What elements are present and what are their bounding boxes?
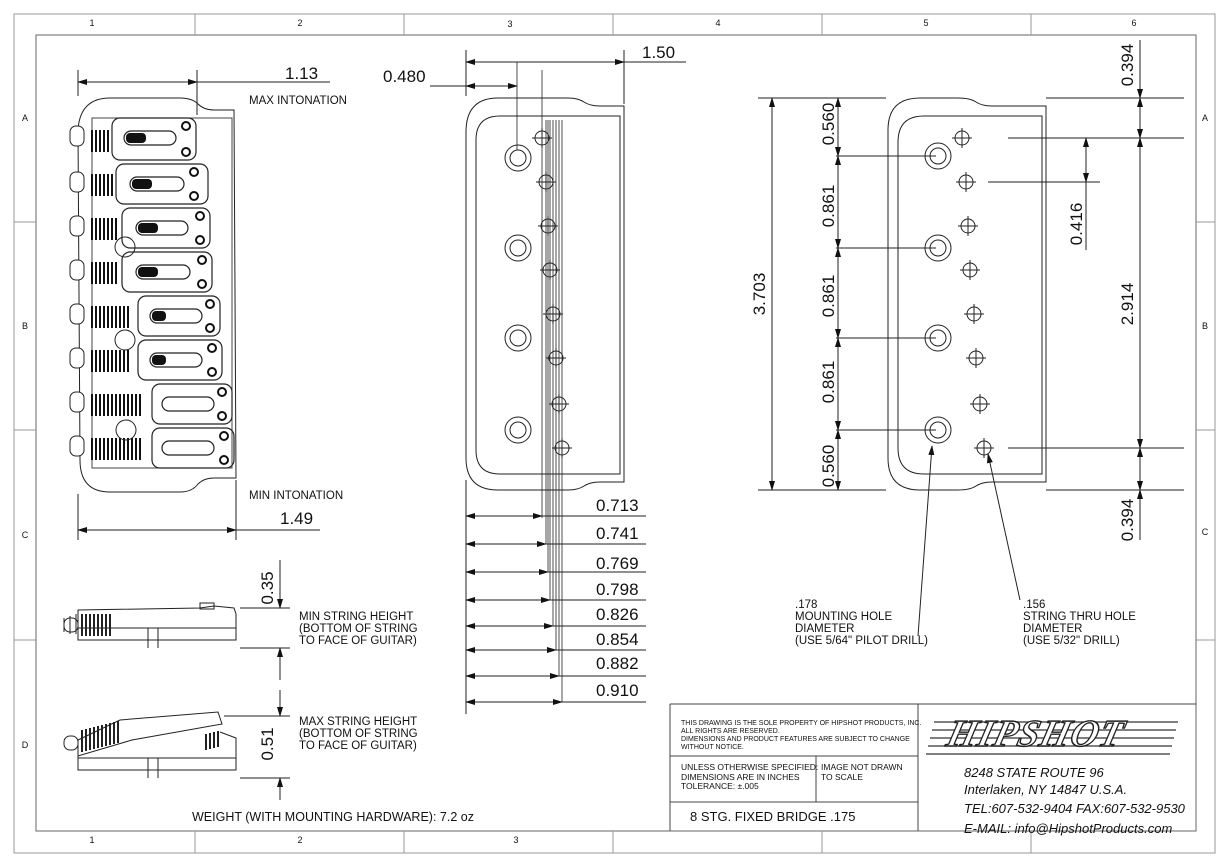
scale-note: IMAGE NOT DRAWN TO SCALE <box>821 762 903 782</box>
dim-overall-length: 3.703 <box>750 272 769 316</box>
label-max-string-height: MAX STRING HEIGHT (BOTTOM OF STRING TO FACE OF GUITAR) <box>299 716 418 752</box>
dim-top-edge: 0.394 <box>1118 43 1137 87</box>
zone-col-1-bottom: 1 <box>89 835 95 845</box>
bridge-bottom-view-right <box>888 98 1046 490</box>
hipshot-logo: HIPSHOT <box>942 713 1130 755</box>
dim-bridge-width: 1.50 <box>642 43 676 62</box>
dim-bottom-edge: 0.394 <box>1118 498 1137 542</box>
address-line-1: 8248 STATE ROUTE 96 <box>964 765 1104 780</box>
dim-max-string-height: 0.51 <box>258 727 277 761</box>
dim-hole-spacing-1: 0.560 <box>819 102 838 146</box>
dim-string-span: 2.914 <box>1118 282 1137 326</box>
zone-row-c-left: C <box>21 530 29 540</box>
zone-row-d-left: D <box>21 740 29 750</box>
zone-col-6-top: 6 <box>1131 18 1137 28</box>
zone-col-5-top: 5 <box>923 18 929 28</box>
bridge-side-view-min <box>64 603 236 648</box>
zone-col-3-bottom: 3 <box>513 835 519 845</box>
bridge-top-view <box>70 98 236 492</box>
dim-min-intonation: 1.49 <box>280 509 314 528</box>
zone-col-1-top: 1 <box>89 18 95 28</box>
zone-row-a-left: A <box>21 113 29 123</box>
dim-first-string-offset: 0.416 <box>1067 202 1086 246</box>
dim-spacing-8: 0.910 <box>596 681 639 700</box>
note-mounting-hole: .178 MOUNTING HOLE DIAMETER (USE 5/64" PILOT DRILL) <box>795 599 928 647</box>
dim-spacing-6: 0.854 <box>596 630 639 649</box>
label-max-intonation: MAX INTONATION <box>249 95 347 107</box>
dim-spacing-3: 0.769 <box>596 554 639 573</box>
address-line-2: Interlaken, NY 14847 U.S.A. <box>964 782 1128 797</box>
zone-row-b-left: B <box>21 321 29 331</box>
dim-hole-spacing-3: 0.861 <box>819 274 838 318</box>
email: E-MAIL: info@HipshotProducts.com <box>964 821 1173 836</box>
part-title: 8 STG. FIXED BRIDGE .175 <box>690 809 856 824</box>
phone-fax: TEL:607-532-9404 FAX:607-532-9530 <box>964 801 1185 816</box>
dim-min-string-height: 0.35 <box>258 571 277 605</box>
dim-spacing-2: 0.741 <box>596 524 639 543</box>
dim-spacing-5: 0.826 <box>596 605 639 624</box>
property-notice: THIS DRAWING IS THE SOLE PROPERTY OF HIPSHOT PRODUCTS, INC. ALL RIGHTS ARE RESERVED. DIMENSIONS AND PRODUCT FEATURES ARE SUBJECT TO CHANGE WITHOUT NOTICE. <box>681 720 922 751</box>
bridge-side-view-max <box>64 712 236 778</box>
zone-col-4-top: 4 <box>715 18 721 28</box>
zone-row-b-right: B <box>1201 321 1209 331</box>
dim-spacing-1: 0.713 <box>596 496 639 515</box>
dim-hole-offset: 0.480 <box>383 67 426 86</box>
dim-hole-spacing-5: 0.560 <box>819 444 838 488</box>
weight-note: WEIGHT (WITH MOUNTING HARDWARE): 7.2 oz <box>192 810 474 824</box>
zone-row-a-right: A <box>1201 113 1209 123</box>
dim-hole-spacing-2: 0.861 <box>819 184 838 228</box>
zone-col-3-top: 3 <box>507 19 513 29</box>
tolerance-note: UNLESS OTHERWISE SPECIFIED: DIMENSIONS ARE IN INCHES TOLERANCE: ±.005 <box>681 762 819 791</box>
label-min-string-height: MIN STRING HEIGHT (BOTTOM OF STRING TO FACE OF GUITAR) <box>299 611 418 647</box>
note-string-thru-hole: .156 STRING THRU HOLE DIAMETER (USE 5/32" DRILL) <box>1023 599 1136 647</box>
zone-col-2-bottom: 2 <box>297 835 303 845</box>
dim-hole-spacing-4: 0.861 <box>819 360 838 404</box>
dim-spacing-4: 0.798 <box>596 580 639 599</box>
label-min-intonation: MIN INTONATION <box>249 490 344 502</box>
dim-spacing-7: 0.882 <box>596 654 639 673</box>
zone-row-c-right: C <box>1201 527 1209 537</box>
dim-max-intonation: 1.13 <box>285 64 319 83</box>
zone-col-2-top: 2 <box>297 18 303 28</box>
